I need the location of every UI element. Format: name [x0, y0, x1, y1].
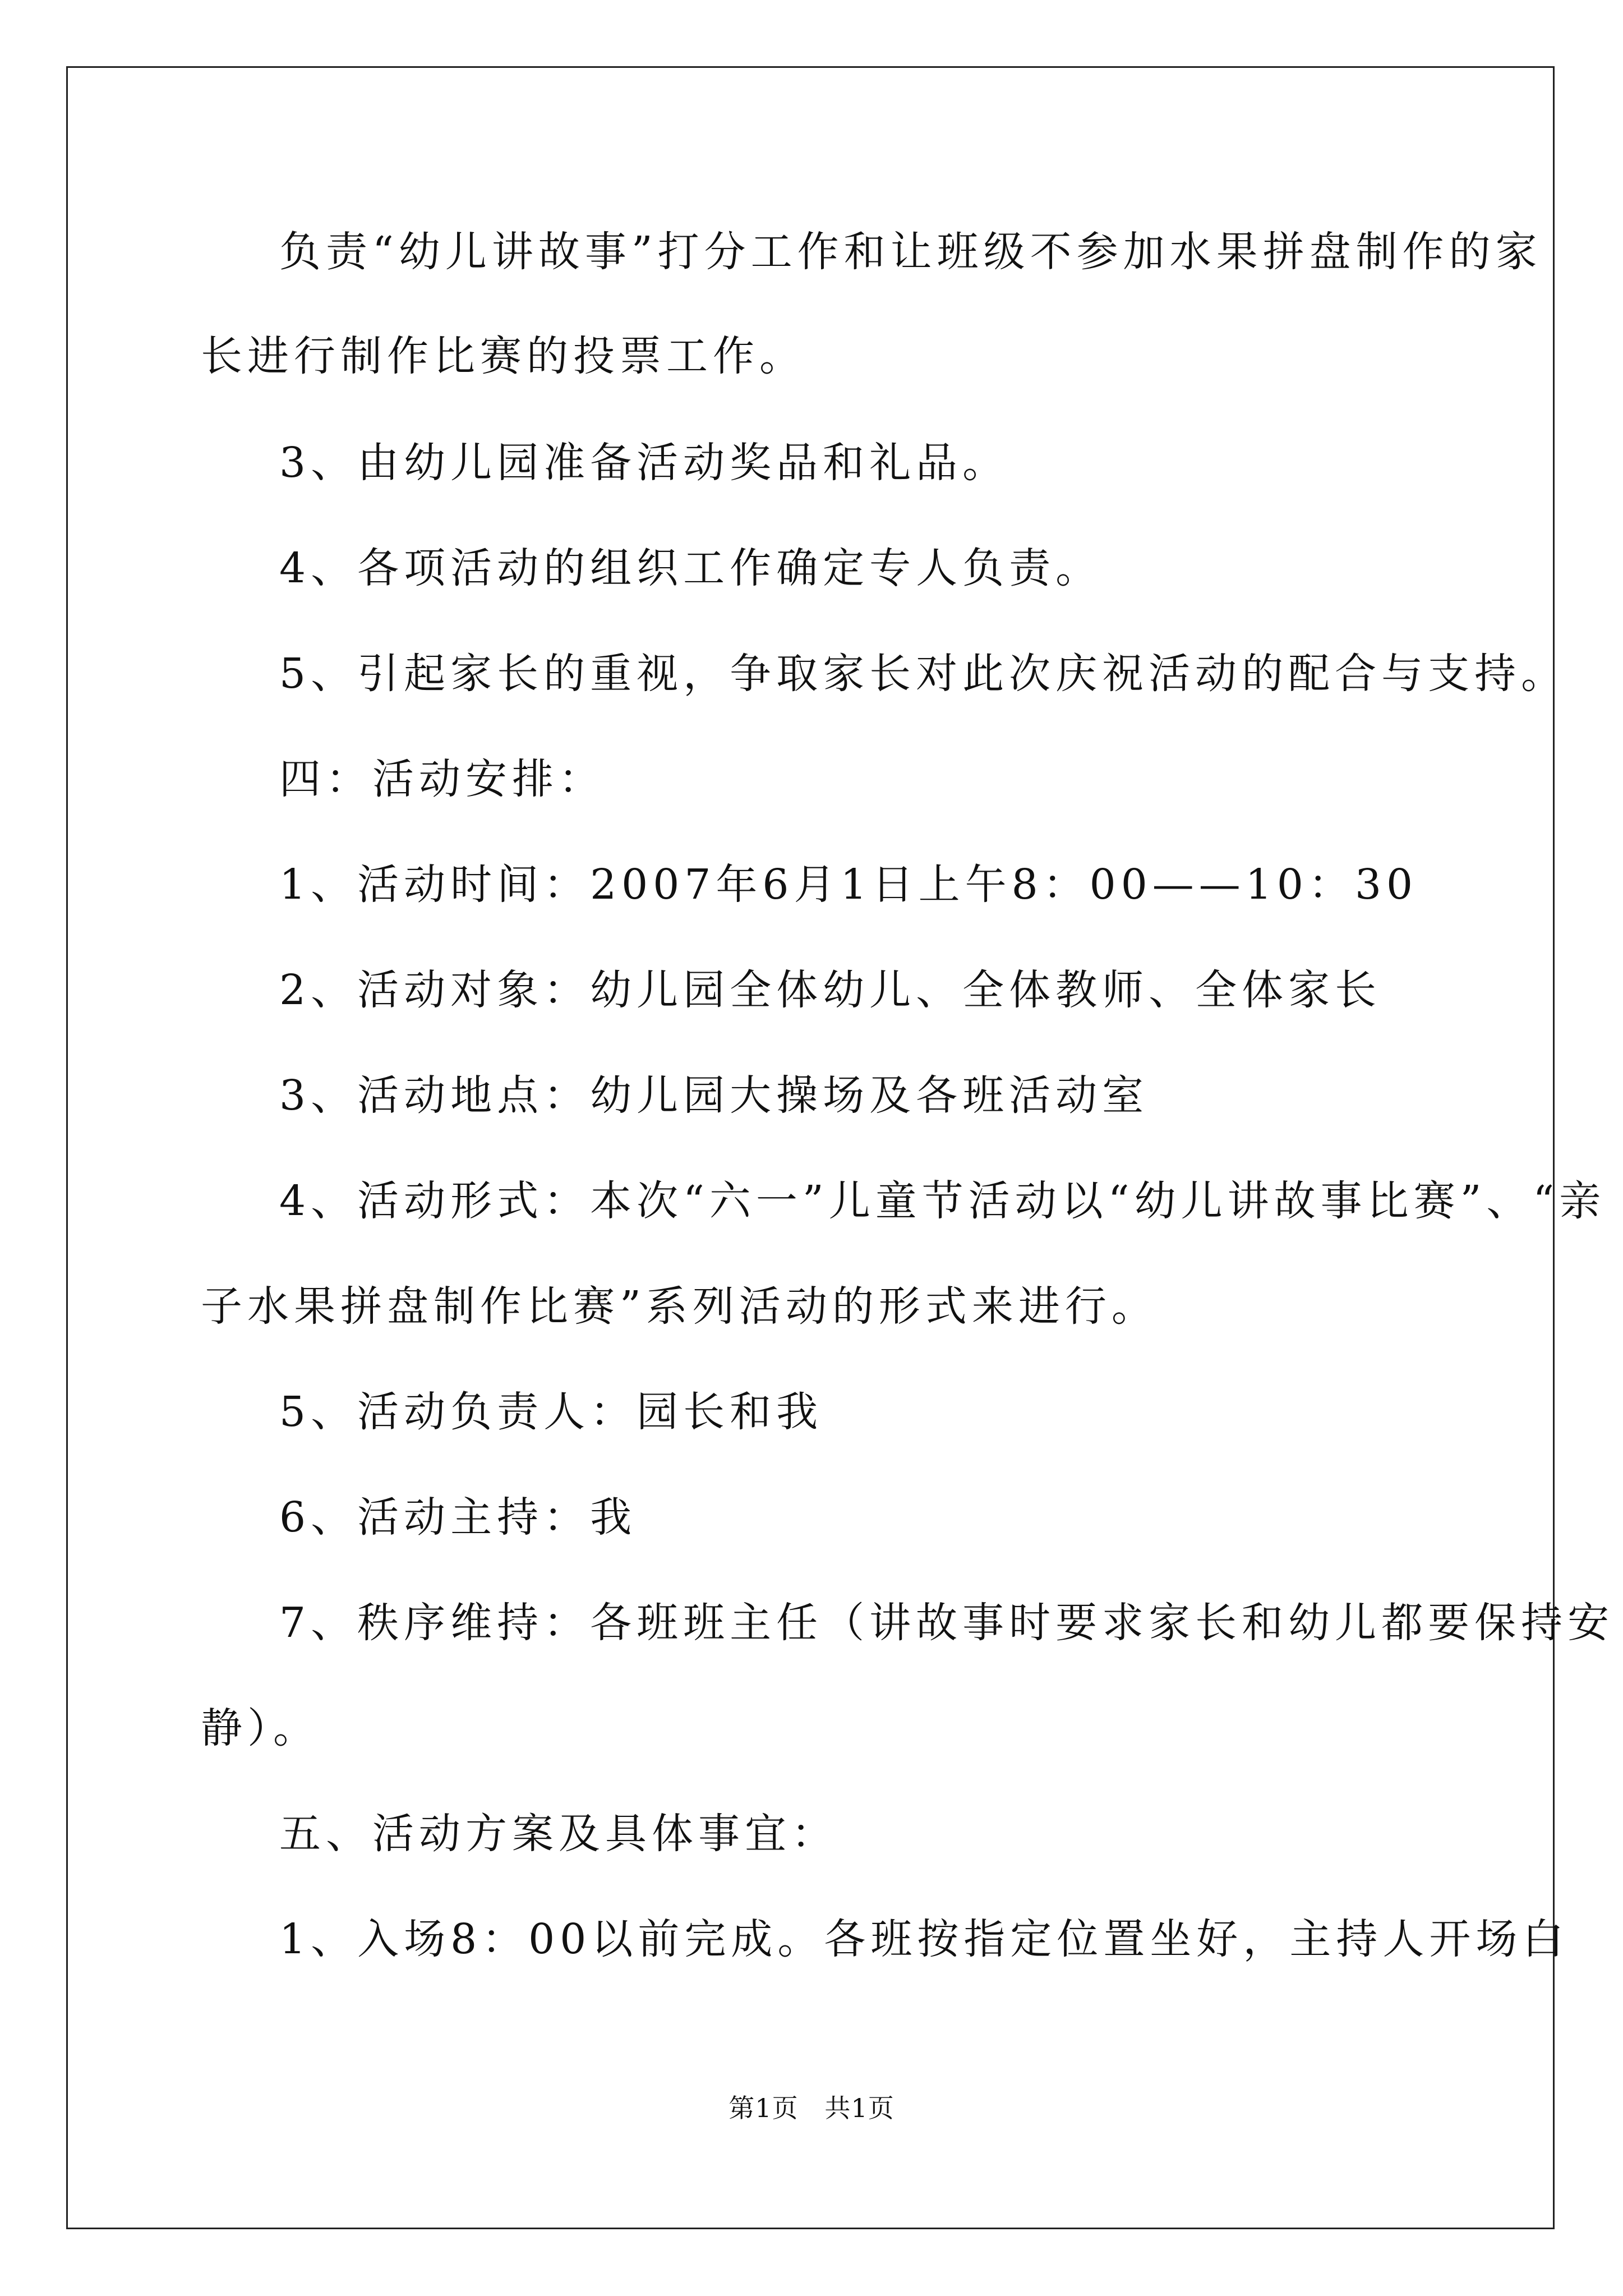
paragraph-activity-time: 1、活动时间：2007年6月1日上午8：00——10：30	[279, 861, 1418, 909]
paragraph-order-line-2: 静）。	[201, 1704, 320, 1752]
paragraph-activity-location: 3、活动地点：幼儿园大操场及各班活动室	[279, 1071, 1149, 1120]
section-heading-5: 五、活动方案及具体事宜：	[279, 1810, 838, 1858]
paragraph-3: 4、各项活动的组织工作确定专人负责。	[279, 544, 1103, 592]
paragraph-activity-audience: 2、活动对象：幼儿园全体幼儿、全体教师、全体家长	[279, 966, 1382, 1014]
paragraph-activity-form-line-1: 4、活动形式：本次“六一”儿童节活动以“幼儿讲故事比赛”、“亲	[279, 1177, 1606, 1225]
paragraph-activity-form-line-2: 子水果拼盘制作比赛”系列活动的形式来进行。	[201, 1282, 1158, 1331]
page-number-footer: 第1页 共1页	[728, 2093, 895, 2123]
paragraph-4: 5、引起家长的重视，争取家长对此次庆祝活动的配合与支持。	[279, 650, 1568, 698]
paragraph-1-line-1: 负责“幼儿讲故事”打分工作和让班级不参加水果拼盘制作的家	[279, 228, 1542, 276]
paragraph-entry: 1、入场8：00以前完成。各班按指定位置坐好，主持人开场白	[279, 1915, 1569, 1963]
paragraph-activity-lead: 5、活动负责人：园长和我	[279, 1388, 823, 1436]
paragraph-1-line-2: 长进行制作比赛的投票工作。	[201, 332, 806, 380]
paragraph-order-line-1: 7、秩序维持：各班班主任（讲故事时要求家长和幼儿都要保持安	[279, 1599, 1615, 1647]
section-heading-4: 四：活动安排：	[279, 755, 605, 803]
paragraph-activity-host: 6、活动主持：我	[279, 1493, 637, 1542]
page-border	[66, 66, 1555, 2229]
paragraph-2: 3、由幼儿园准备活动奖品和礼品。	[279, 439, 1009, 487]
